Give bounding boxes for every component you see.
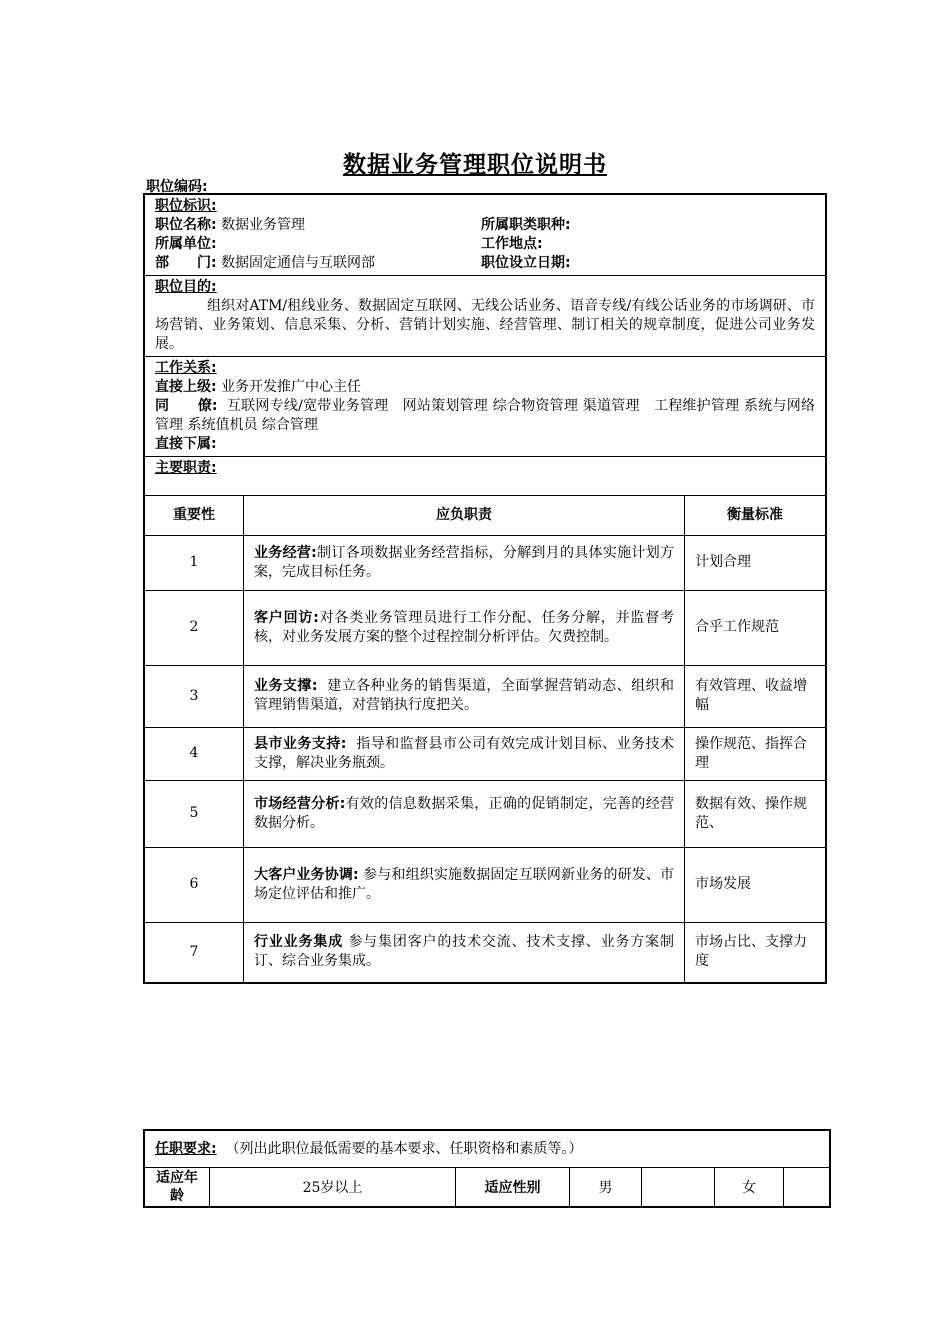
position-code-label: 职位编码: bbox=[146, 179, 208, 195]
job-description-box bbox=[143, 193, 827, 984]
duty-title: 行业业务集成 bbox=[254, 934, 344, 951]
age-label: 适应年龄 bbox=[156, 1170, 198, 1204]
duty-text: 对各类业务管理员进行工作分配、任务分解，并监督考核，对业务发展方案的整个过程控制分析评估。欠费控制。 bbox=[254, 609, 675, 645]
purpose-text: 组织对ATM/租线业务、数据固定互联网、无线公话业务、语音专线/有线公话业务的市场调研、市场营销、业务策划、信息采集、分析、营销计划实施、经营管理、制订相关的规章制度，促进公司业务发展。 bbox=[155, 298, 815, 352]
requirements-section bbox=[145, 1131, 829, 1168]
duty-text: 有效的信息数据采集，正确的促销制定，完善的经营数据分析。 bbox=[254, 795, 674, 831]
duties-section-label: 主要职责: bbox=[155, 460, 217, 476]
superior-label: 直接上级: bbox=[155, 379, 217, 395]
row-number: 7 bbox=[145, 922, 244, 982]
table-row bbox=[145, 780, 825, 847]
peer-value: 互联网专线/宽带业务管理 网站策划管理 综合物资管理 渠道管理 工程维护管理 系统与网络管理 系统值机员 综合管理 bbox=[155, 398, 815, 433]
header-standard: 衡量标准 bbox=[685, 496, 826, 535]
duties-table bbox=[145, 496, 825, 982]
duty-text: 参与集团客户的技术交流、技术支撑、业务方案制订、综合业务集成。 bbox=[254, 934, 675, 970]
header-duty: 应负职责 bbox=[244, 496, 685, 535]
row-number: 2 bbox=[145, 590, 244, 665]
duties-table-header bbox=[145, 496, 825, 535]
work-location-label: 工作地点: bbox=[481, 236, 543, 252]
requirements-label: 任职要求: bbox=[155, 1141, 217, 1157]
peer-label: 同 僚: bbox=[155, 398, 218, 414]
gender-female-box bbox=[784, 1168, 830, 1206]
duty-standard: 市场发展 bbox=[685, 847, 826, 922]
duty-standard: 数据有效、操作规范、 bbox=[685, 780, 826, 847]
row-number: 4 bbox=[145, 727, 244, 780]
gender-female: 女 bbox=[715, 1168, 784, 1206]
row-number: 3 bbox=[145, 665, 244, 727]
duty-title: 市场经营分析: bbox=[254, 795, 346, 812]
duty-text: 制订各项数据业务经营指标，分解到月的具体实施计划方案，完成目标任务。 bbox=[254, 544, 674, 580]
table-row bbox=[145, 922, 825, 982]
gender-male-box bbox=[642, 1168, 715, 1206]
requirements-note: （列出此职位最低需要的基本要求、任职资格和素质等。） bbox=[225, 1141, 583, 1157]
gender-male: 男 bbox=[570, 1168, 642, 1206]
duty-title: 业务支撑: bbox=[254, 678, 318, 694]
duty-standard: 合乎工作规范 bbox=[685, 590, 826, 665]
department-value: 数据固定通信与互联网部 bbox=[221, 255, 376, 271]
superior-value: 业务开发推广中心主任 bbox=[221, 379, 362, 395]
unit-label: 所属单位: bbox=[155, 236, 217, 252]
table-row bbox=[145, 665, 825, 727]
setup-date-label: 职位设立日期: bbox=[481, 255, 571, 271]
requirements-table bbox=[145, 1168, 829, 1206]
duty-standard: 市场占比、支撑力度 bbox=[685, 922, 826, 982]
table-row bbox=[145, 847, 825, 922]
duty-standard: 操作规范、指挥合理 bbox=[685, 727, 826, 780]
subordinate-label: 直接下属: bbox=[155, 436, 217, 452]
table-row bbox=[145, 727, 825, 780]
requirements-box bbox=[143, 1129, 831, 1208]
duty-title: 大客户业务协调: bbox=[254, 866, 359, 883]
gender-label: 适应性别 bbox=[456, 1168, 570, 1206]
purpose-section-label: 职位目的: bbox=[155, 279, 217, 295]
duties-table-wrap bbox=[145, 495, 825, 982]
identity-section bbox=[145, 195, 825, 275]
job-category-label: 所属职类职种: bbox=[481, 217, 571, 233]
position-name-label: 职位名称: bbox=[155, 217, 217, 233]
duty-text: 建立各种业务的销售渠道，全面掌握营销动态、组织和管理销售渠道，对营销执行度把关。 bbox=[254, 678, 675, 713]
relations-section-label: 工作关系: bbox=[155, 360, 217, 376]
table-row bbox=[145, 590, 825, 665]
position-name-value: 数据业务管理 bbox=[221, 217, 306, 233]
row-number: 1 bbox=[145, 535, 244, 590]
duty-standard: 有效管理、收益增幅 bbox=[685, 665, 826, 727]
duty-text: 参与和组织实施数据固定互联网新业务的研发、市场定位评估和推广。 bbox=[254, 866, 675, 902]
duty-standard: 计划合理 bbox=[685, 535, 826, 590]
duty-text: 指导和监督县市公司有效完成计划目标、业务技术支撑，解决业务瓶颈。 bbox=[254, 735, 674, 771]
duty-title: 客户回访: bbox=[254, 609, 319, 626]
table-row bbox=[145, 535, 825, 590]
department-label: 部 门: bbox=[155, 255, 217, 271]
age-value: 25岁以上 bbox=[210, 1168, 456, 1206]
relations-section bbox=[145, 356, 825, 456]
page-title: 数据业务管理职位说明书 bbox=[343, 152, 607, 178]
duty-title: 县市业务支持: bbox=[254, 735, 347, 752]
purpose-section bbox=[145, 275, 825, 356]
row-number: 6 bbox=[145, 847, 244, 922]
duties-section bbox=[145, 456, 825, 495]
header-importance: 重要性 bbox=[145, 496, 244, 535]
row-number: 5 bbox=[145, 780, 244, 847]
identity-section-label: 职位标识: bbox=[155, 198, 217, 214]
duty-title: 业务经营: bbox=[254, 544, 317, 561]
